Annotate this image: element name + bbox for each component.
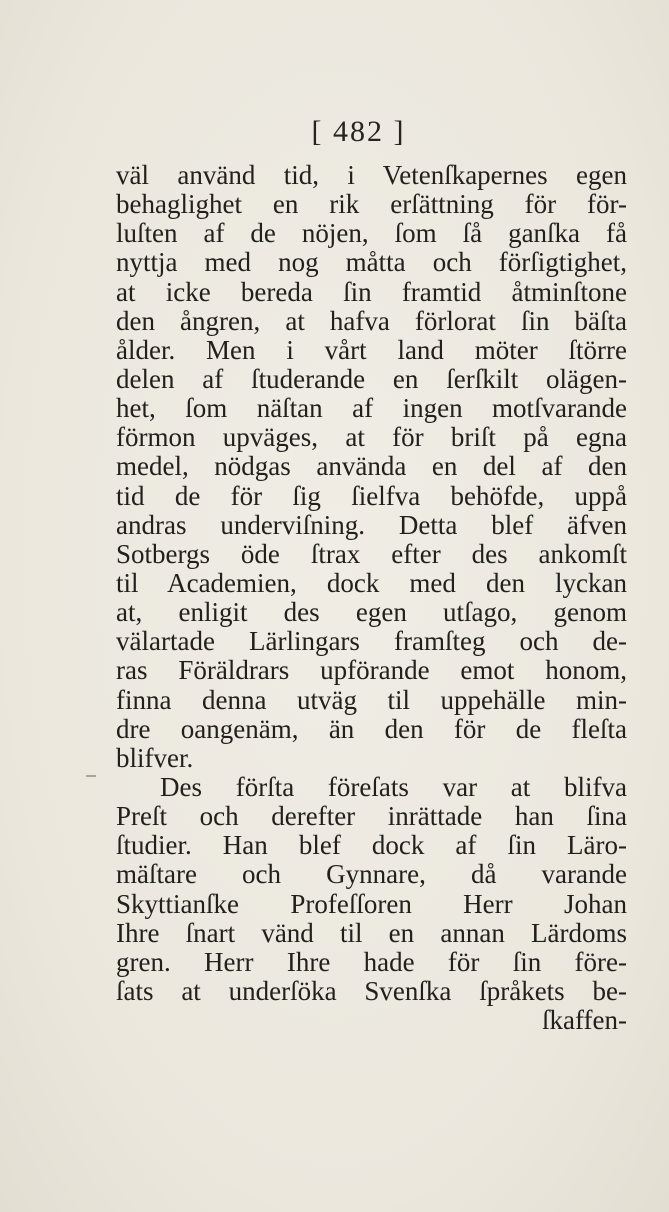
text-line: til Academien, dock med den lyckan — [116, 567, 627, 598]
text-line: ras Föräldrars upförande emot honom, — [116, 655, 627, 686]
text-line: den ångren, at hafva förlorat ſin bäſta — [116, 305, 627, 336]
text-line: delen af ſtuderande en ſerſkilt olägen- — [116, 363, 627, 394]
text-line: dre oangenäm, än den för de fleſta — [116, 713, 627, 744]
paragraph-end-line: blifver. — [116, 742, 194, 773]
text-line: het, ſom näſtan af ingen motſvarande — [116, 393, 627, 424]
text-line: förmon upväges, at för briſt på egna — [116, 422, 627, 453]
catchword: ſkaffen- — [542, 1005, 627, 1036]
text-line: at, enligit des egen utſago, genom — [116, 597, 627, 628]
text-line: behaglighet en rik erſättning för för- — [116, 189, 627, 220]
text-line: andras underviſning. Detta blef äfven — [116, 509, 627, 540]
text-line: gren. Herr Ihre hade för ſin före- — [116, 946, 627, 977]
text-line: väl använd tid, i Vetenſkapernes egen — [116, 160, 627, 190]
text-line: välartade Lärlingars framſteg och de- — [116, 626, 627, 657]
text-line: Skyttianſke Profeſſoren Herr Johan — [116, 888, 627, 919]
text-line: ålder. Men i vårt land möter ſtörre — [116, 334, 627, 365]
text-line: ſats at underſöka Svenſka ſpråkets be- — [116, 975, 627, 1006]
text-line: Ihre ſnart vänd til en annan Lärdoms — [116, 917, 627, 948]
text-line: Preſt och derefter inrättade han ſina — [116, 801, 627, 832]
text-line: tid de för ſig ſielfva behöfde, uppå — [116, 480, 627, 511]
text-line: luſten af de nöjen, ſom ſå ganſka få — [116, 218, 627, 249]
text-line: ſtudier. Han blef dock af ſin Läro- — [116, 830, 627, 861]
text-line: mäſtare och Gynnare, då varande — [116, 859, 627, 890]
paragraph-start-line: Des förſta föreſats var at blifva — [160, 771, 627, 802]
text-line: Sotbergs öde ſtrax efter des ankomſt — [116, 538, 627, 569]
text-line: medel, nödgas använda en del af den — [116, 451, 627, 482]
text-line: at icke bereda ſin framtid åtminſtone — [116, 276, 627, 307]
margin-dash-mark — [86, 775, 96, 777]
text-line: finna denna utväg til uppehälle min- — [116, 684, 627, 715]
page-number: [ 482 ] — [311, 115, 406, 148]
text-line: nyttja med nog måtta och förſigtighet, — [116, 247, 627, 278]
body-text — [116, 161, 627, 1035]
